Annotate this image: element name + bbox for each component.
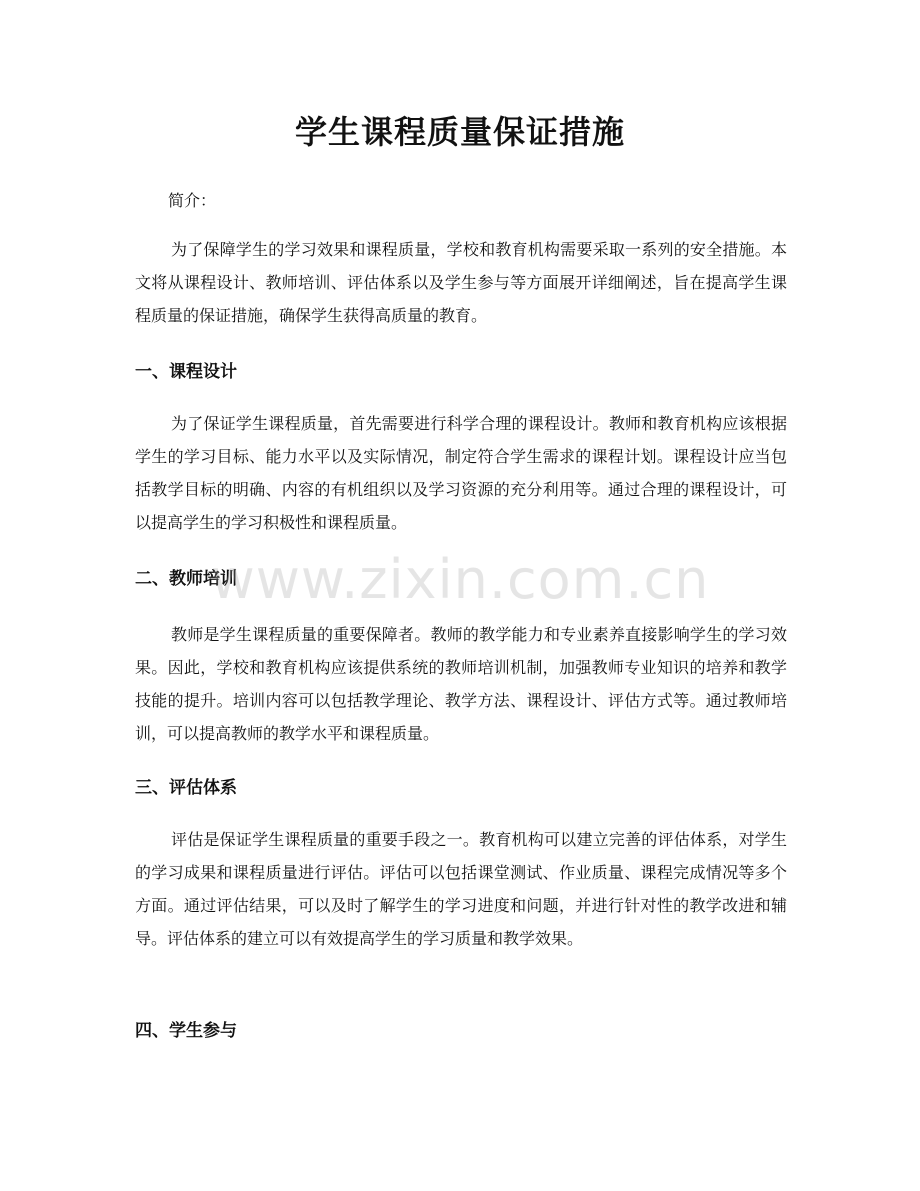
intro-label: 简介： [168,191,217,210]
section-heading-teacher-training: 二、教师培训 [135,569,237,589]
section-body-teacher-training: 教师是学生课程质量的重要保障者。教师的教学能力和专业素养直接影响学生的学习效果。因此，学校和教育机构应该提供系统的教师培训机制，加强教师专业知识的培养和教学技能的提升。培训内容可以包括教学理论、教学方法、课程设计、评估方式等。通过教师培训，可以提高教师的教学水平和课程质量。 [135,625,787,743]
section-heading-evaluation-system: 三、评估体系 [135,778,237,798]
section-heading-student-participation: 四、学生参与 [135,1021,237,1041]
intro-paragraph: 为了保障学生的学习效果和课程质量，学校和教育机构需要采取一系列的安全措施。本文将从课程设计、教师培训、评估体系以及学生参与等方面展开详细阐述，旨在提高学生课程质量的保证措施，确保学生获得高质量的教育。 [135,240,787,325]
watermark: www.zixin.com.cn [210,548,710,611]
section-body-curriculum-design: 为了保证学生课程质量，首先需要进行科学合理的课程设计。教师和教育机构应该根据学生的学习目标、能力水平以及实际情况，制定符合学生需求的课程计划。课程设计应当包括教学目标的明确、内容的有机组织以及学习资源的充分利用等。通过合理的课程设计，可以提高学生的学习积极性和课程质量。 [135,414,787,532]
document-title: 学生课程质量保证措施 [294,113,625,151]
section-heading-curriculum-design: 一、课程设计 [135,362,237,382]
section-body-evaluation-system: 评估是保证学生课程质量的重要手段之一。教育机构可以建立完善的评估体系，对学生的学习成果和课程质量进行评估。评估可以包括课堂测试、作业质量、课程完成情况等多个方面。通过评估结果，可以及时了解学生的学习进度和问题，并进行针对性的教学改进和辅导。评估体系的建立可以有效提高学生的学习质量和教学效果。 [135,830,787,948]
